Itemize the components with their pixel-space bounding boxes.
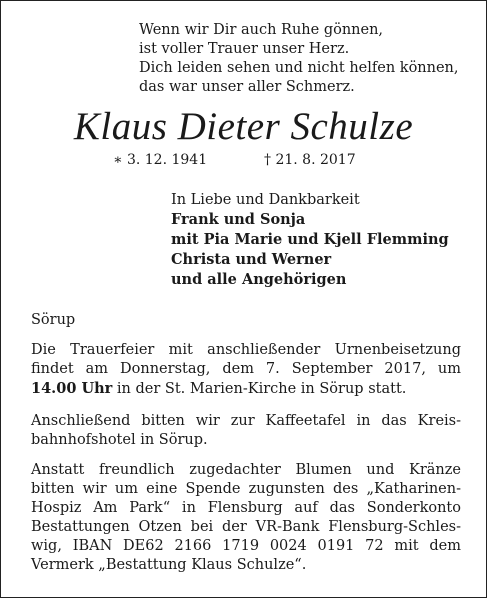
- verse-line: Wenn wir Dir auch Ruhe gönnen,: [139, 22, 384, 38]
- mourner-line: Frank und Sonja: [171, 211, 306, 228]
- verse-line: das war unser aller Schmerz.: [139, 79, 355, 95]
- coffee-line: bahnhofshotel in Sörup.: [31, 432, 208, 448]
- place-name: Sörup: [31, 312, 76, 328]
- funeral-location: in der St. Marien-Kirche in Sörup statt.: [112, 381, 407, 397]
- coffee-line: Anschließend bitten wir zur Kaffeetafel in das Kreis-: [31, 413, 461, 429]
- funeral-line: [31, 379, 461, 399]
- life-dates: [113, 151, 356, 169]
- verse-line: Dich leiden sehen und nicht helfen können,: [139, 60, 459, 76]
- donation-line: Hospiz Am Park“ in Flensburg auf das Sonderkonto: [31, 500, 461, 516]
- death-date: † 21. 8. 2017: [264, 152, 356, 168]
- deceased-name: Klaus Dieter Schulze: [73, 105, 414, 148]
- funeral-paragraph: [31, 341, 461, 399]
- donation-line: Anstatt freundlich zugedachter Blumen und Kränze: [31, 462, 461, 478]
- mourners-intro: In Liebe und Dankbarkeit: [171, 192, 360, 208]
- donation-line: Vermerk „Bestattung Klaus Schulze“.: [31, 557, 307, 573]
- coffee-paragraph: [31, 412, 461, 450]
- birth-date: ∗ 3. 12. 1941: [113, 152, 208, 168]
- funeral-time: 14.00 Uhr: [31, 380, 113, 397]
- memorial-verse: [139, 21, 459, 97]
- funeral-line: findet am Donnerstag, dem 7. September 2017, um: [31, 361, 461, 377]
- mourners-block: [171, 190, 449, 290]
- donation-line: bitten wir um eine Spende zugunsten des „Katharinen-: [31, 481, 461, 497]
- funeral-line: Die Trauerfeier mit anschließender Urnenbeisetzung: [31, 342, 461, 358]
- mourner-line: und alle Angehörigen: [171, 271, 347, 288]
- donation-line: Bestattungen Otzen bei der VR-Bank Flensburg-Schles-: [31, 519, 461, 535]
- mourner-line: Christa und Werner: [171, 251, 332, 268]
- donation-line: wig, IBAN DE62 2166 1719 0024 0191 72 mit dem: [31, 538, 461, 554]
- verse-line: ist voller Trauer unser Herz.: [139, 41, 350, 57]
- mourner-line: mit Pia Marie und Kjell Flemming: [171, 231, 449, 248]
- donation-paragraph: [31, 461, 461, 575]
